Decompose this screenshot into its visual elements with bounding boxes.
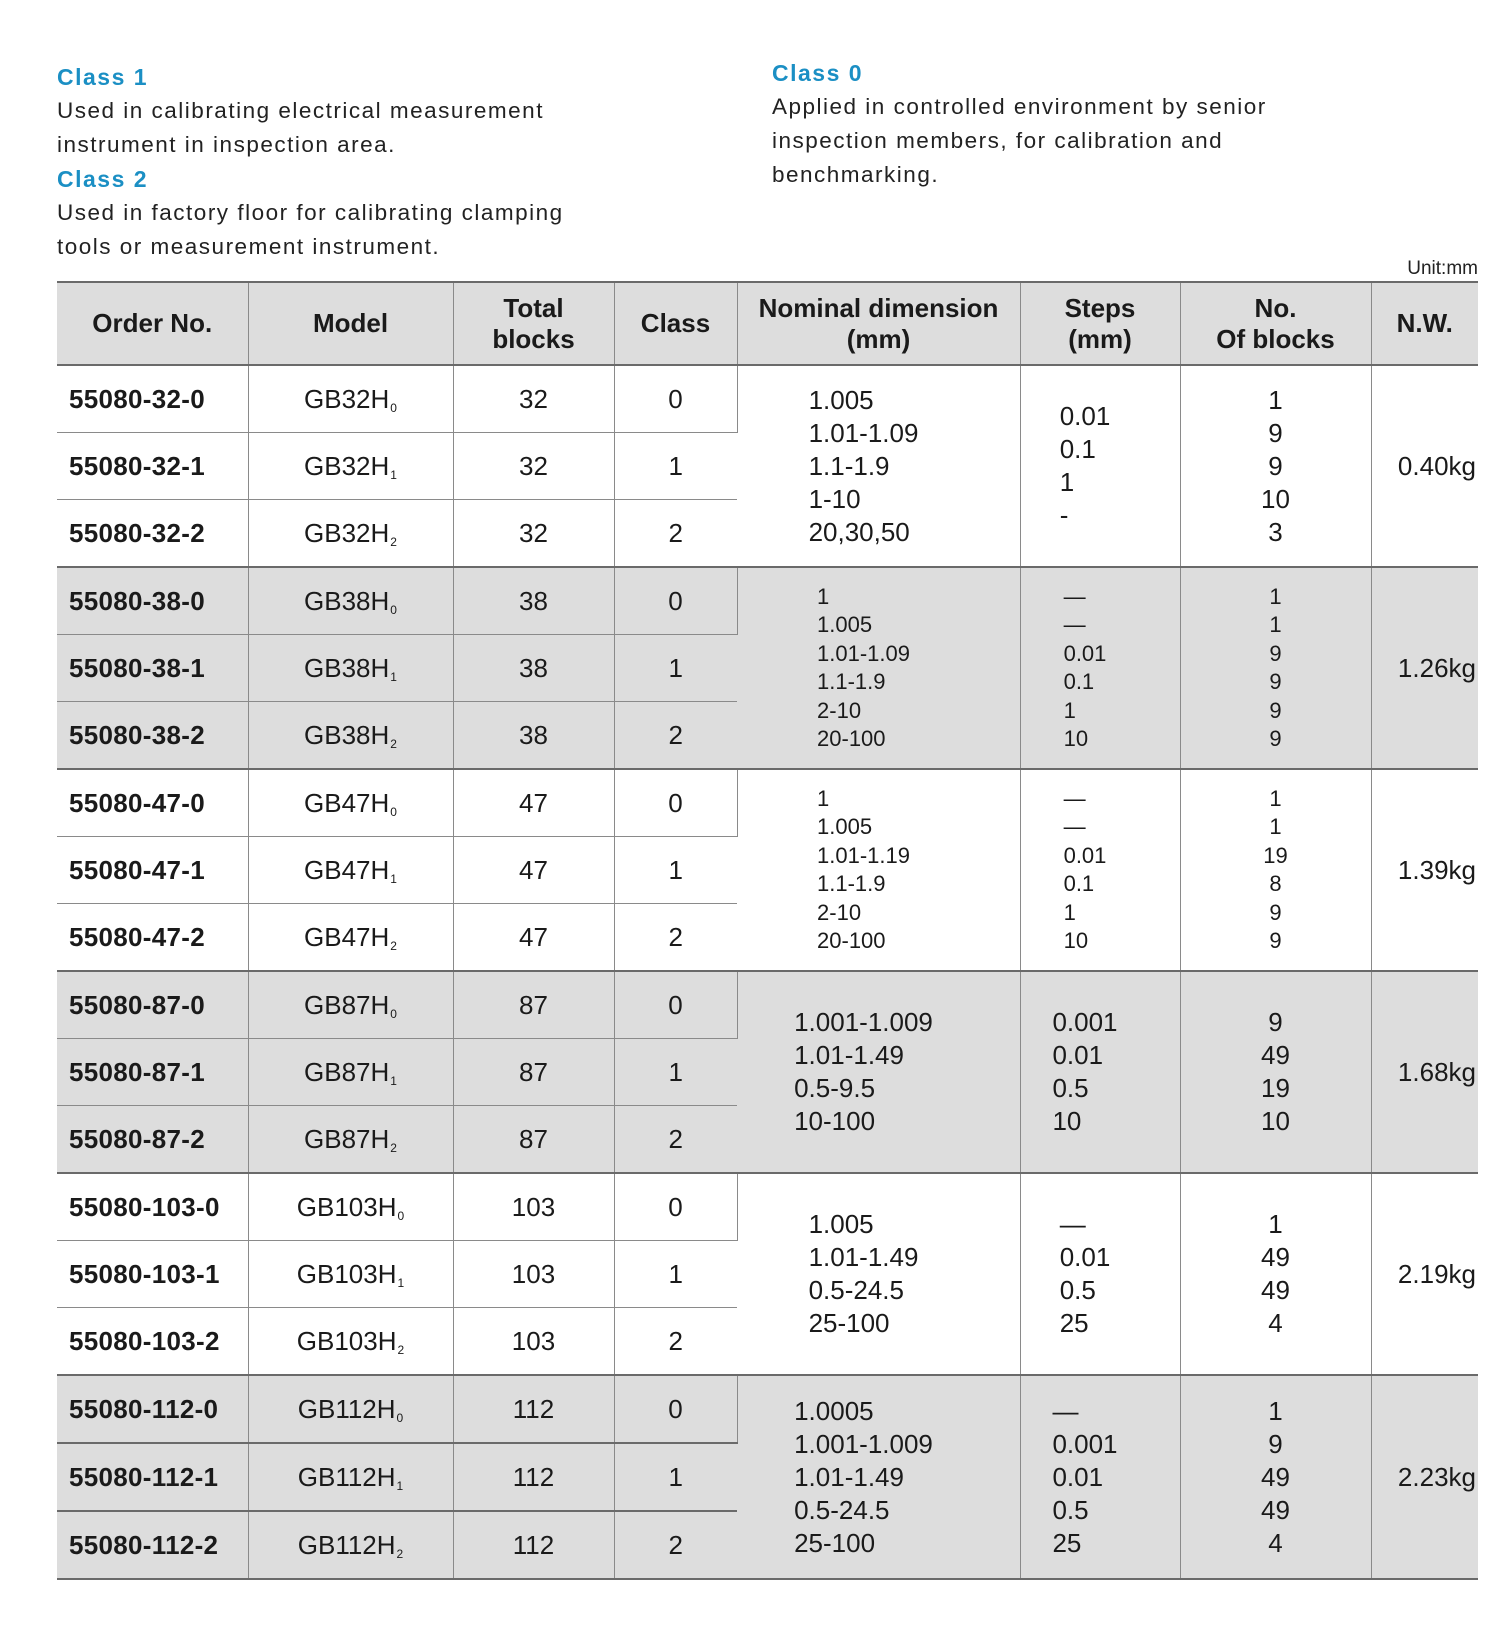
- no-of-blocks-cell-item: 1: [1269, 612, 1282, 637]
- order-no-cell: 55080-112-0: [57, 1375, 248, 1443]
- no-of-blocks-cell-item: 19: [1261, 1073, 1290, 1103]
- total-blocks-cell: 32: [453, 365, 614, 433]
- no-of-blocks-cell: [1180, 1375, 1371, 1579]
- table-header-row: [57, 282, 1478, 365]
- nominal-dimension-cell-item: 1.01-1.49: [794, 1461, 904, 1492]
- order-no-cell: 55080-87-0: [57, 971, 248, 1039]
- model-cell: [248, 1241, 453, 1308]
- net-weight-cell: 1.26kg: [1371, 567, 1478, 769]
- nominal-dimension-cell-item: 0.5-24.5: [794, 1494, 890, 1525]
- nominal-dimension-cell-list: [817, 785, 910, 956]
- steps-cell-item: —: [1063, 583, 1086, 609]
- table-row: [57, 971, 1478, 1039]
- class-1-desc-line-2: instrument in inspection area.: [57, 132, 396, 157]
- nominal-dimension-cell: [737, 567, 1020, 769]
- gauge-block-table: [57, 281, 1478, 1580]
- steps-cell-item: —: [1063, 814, 1086, 839]
- nominal-dimension-cell: [737, 1375, 1020, 1579]
- steps-cell-item: 1: [1063, 697, 1076, 723]
- steps-cell-item: 0.01: [1052, 1040, 1104, 1070]
- total-blocks-cell: 112: [453, 1511, 614, 1579]
- model-name: GB103H: [296, 1258, 397, 1289]
- model-subscript: 1: [390, 1073, 397, 1088]
- class-cell: 1: [614, 635, 737, 702]
- nominal-dimension-cell-item: 25-100: [794, 1527, 876, 1558]
- no-of-blocks-cell-item: 1: [1268, 384, 1283, 415]
- total-blocks-cell: 47: [453, 769, 614, 837]
- no-of-blocks-cell-item: 49: [1261, 1461, 1290, 1492]
- order-no-cell: 55080-87-1: [57, 1039, 248, 1106]
- steps-cell-item: 0.5: [1059, 1275, 1096, 1305]
- model-cell: [248, 500, 453, 568]
- model-subscript: 2: [397, 1342, 405, 1357]
- steps-cell-item: 0.01: [1059, 401, 1111, 431]
- class-cell: 2: [614, 1511, 737, 1579]
- no-of-blocks-cell-item: 9: [1269, 726, 1282, 751]
- no-of-blocks-cell-item: 49: [1261, 1242, 1290, 1272]
- class-0-title: Class 0: [772, 60, 864, 86]
- model-cell: [248, 769, 453, 837]
- steps-cell: [1020, 769, 1180, 971]
- no-of-blocks-cell-list: [1261, 1395, 1290, 1560]
- no-of-blocks-cell-item: 19: [1263, 842, 1288, 868]
- model-cell: [248, 837, 453, 904]
- order-no-cell: 55080-103-2: [57, 1308, 248, 1376]
- total-blocks-cell: 112: [453, 1375, 614, 1443]
- order-no-cell: 55080-103-0: [57, 1173, 248, 1241]
- class-cell: 2: [614, 702, 737, 770]
- model-subscript: 0: [396, 1410, 404, 1425]
- model-name: GB87H: [304, 1056, 390, 1087]
- class-cell: 1: [614, 837, 737, 904]
- total-blocks-cell: 103: [453, 1173, 614, 1241]
- class-1-info: [57, 60, 544, 162]
- steps-cell-item: —: [1063, 612, 1086, 637]
- table-group: [57, 971, 1478, 1173]
- class-2-info: [57, 162, 564, 264]
- no-of-blocks-cell-item: 4: [1268, 1308, 1283, 1338]
- model-cell: [248, 1173, 453, 1241]
- model-subscript: 2: [390, 1140, 397, 1155]
- total-blocks-cell: 87: [453, 971, 614, 1039]
- table-group: [57, 1173, 1478, 1375]
- order-no-cell: 55080-32-1: [57, 433, 248, 500]
- model-cell: [248, 904, 453, 972]
- no-of-blocks-cell-list: [1269, 583, 1281, 754]
- nominal-dimension-cell-item: 1.01-1.09: [808, 417, 919, 448]
- no-of-blocks-cell-item: 8: [1269, 871, 1282, 896]
- no-of-blocks-cell-item: 9: [1269, 640, 1282, 666]
- steps-cell-item: 0.5: [1052, 1494, 1089, 1525]
- nominal-dimension-cell-item: 1.005: [808, 384, 874, 415]
- no-of-blocks-cell: [1180, 567, 1371, 769]
- no-of-blocks-cell-item: 10: [1261, 483, 1290, 514]
- total-blocks-cell: 87: [453, 1106, 614, 1174]
- nominal-dimension-cell-item: 1.005: [808, 1209, 874, 1239]
- steps-cell-item: 25: [1059, 1308, 1089, 1338]
- model-name: GB38H: [304, 652, 390, 683]
- steps-cell-item: 10: [1052, 1106, 1082, 1136]
- model-subscript: 2: [390, 534, 397, 549]
- model-cell: [248, 1443, 453, 1511]
- steps-cell-item: 25: [1052, 1527, 1082, 1558]
- no-of-blocks-cell-item: 1: [1269, 785, 1282, 811]
- nominal-dimension-cell-item: 1.01-1.19: [817, 842, 910, 868]
- nominal-dimension-cell-item: 2-10: [817, 899, 862, 925]
- nominal-dimension-cell-item: 20,30,50: [808, 516, 910, 547]
- class-cell: 2: [614, 500, 737, 568]
- no-of-blocks-cell: [1180, 971, 1371, 1173]
- model-name: GB87H: [304, 1123, 390, 1154]
- model-name: GB112H: [297, 1529, 396, 1560]
- net-weight-cell: 2.19kg: [1371, 1173, 1478, 1375]
- total-blocks-cell: 87: [453, 1039, 614, 1106]
- order-no-cell: 55080-47-0: [57, 769, 248, 837]
- class-cell: 2: [614, 904, 737, 972]
- no-of-blocks-cell-item: 1: [1269, 814, 1282, 839]
- steps-cell-list: [1060, 1208, 1111, 1340]
- model-subscript: 2: [390, 938, 397, 953]
- header-nominal-dimension: Nominal dimension (mm): [737, 282, 1020, 365]
- nominal-dimension-cell: [737, 971, 1020, 1173]
- steps-cell-item: 0.01: [1063, 842, 1107, 868]
- class-0-desc-line-2: inspection members, for calibration and: [772, 128, 1224, 153]
- model-name: GB87H: [304, 989, 390, 1020]
- steps-cell-item: 0.5: [1052, 1073, 1089, 1103]
- model-subscript: 1: [397, 1275, 405, 1290]
- nominal-dimension-cell-list: [817, 583, 910, 754]
- steps-cell: [1020, 1375, 1180, 1579]
- no-of-blocks-cell-item: 10: [1261, 1106, 1290, 1136]
- header-steps: Steps (mm): [1020, 282, 1180, 365]
- order-no-cell: 55080-112-2: [57, 1511, 248, 1579]
- nominal-dimension-cell-item: 20-100: [817, 726, 886, 751]
- nominal-dimension-cell-item: 25-100: [808, 1308, 890, 1338]
- steps-cell: [1020, 365, 1180, 567]
- total-blocks-cell: 38: [453, 567, 614, 635]
- model-subscript: 0: [390, 602, 397, 617]
- steps-cell-list: [1064, 785, 1107, 956]
- table-row: [57, 1173, 1478, 1241]
- model-subscript: 1: [390, 871, 397, 886]
- model-subscript: 1: [390, 669, 397, 684]
- model-subscript: 0: [390, 400, 397, 415]
- net-weight-cell: 1.68kg: [1371, 971, 1478, 1173]
- order-no-cell: 55080-38-0: [57, 567, 248, 635]
- nominal-dimension-cell-list: [809, 384, 919, 549]
- steps-cell-item: 0.001: [1052, 1007, 1118, 1037]
- model-name: GB32H: [304, 517, 390, 548]
- table-row: [57, 1375, 1478, 1443]
- total-blocks-cell: 103: [453, 1308, 614, 1376]
- class-cell: 1: [614, 1241, 737, 1308]
- header-no-of-blocks: No. Of blocks: [1180, 282, 1371, 365]
- model-cell: [248, 1375, 453, 1443]
- net-weight-cell: 1.39kg: [1371, 769, 1478, 971]
- nominal-dimension-cell-item: 1.005: [817, 612, 873, 637]
- no-of-blocks-cell-item: 49: [1261, 1040, 1290, 1070]
- model-cell: [248, 635, 453, 702]
- model-name: GB47H: [304, 854, 390, 885]
- no-of-blocks-cell-item: 4: [1268, 1527, 1283, 1558]
- model-name: GB32H: [304, 450, 390, 481]
- no-of-blocks-cell-item: 9: [1269, 899, 1282, 925]
- nominal-dimension-cell-item: 10-100: [794, 1106, 876, 1136]
- no-of-blocks-cell-item: 9: [1269, 928, 1282, 953]
- model-cell: [248, 1308, 453, 1376]
- class-cell: 1: [614, 1039, 737, 1106]
- nominal-dimension-cell: [737, 769, 1020, 971]
- model-name: GB112H: [297, 1393, 396, 1424]
- no-of-blocks-cell-item: 9: [1268, 1428, 1283, 1459]
- steps-cell-item: 1: [1063, 899, 1076, 925]
- class-cell: 1: [614, 433, 737, 500]
- steps-cell-item: —: [1052, 1395, 1079, 1426]
- steps-cell-list: [1052, 1395, 1117, 1560]
- no-of-blocks-cell-item: 49: [1261, 1494, 1290, 1525]
- order-no-cell: 55080-103-1: [57, 1241, 248, 1308]
- nominal-dimension-cell-list: [794, 1395, 933, 1560]
- nominal-dimension-cell-item: 1.001-1.009: [794, 1007, 933, 1037]
- no-of-blocks-cell-item: 3: [1268, 516, 1283, 547]
- table-row: [57, 769, 1478, 837]
- nominal-dimension-cell-item: 1: [817, 785, 830, 811]
- order-no-cell: 55080-87-2: [57, 1106, 248, 1174]
- no-of-blocks-cell-item: 9: [1269, 697, 1282, 723]
- steps-cell-item: 0.01: [1052, 1461, 1104, 1492]
- class-0-info: [772, 56, 1267, 192]
- table-group: [57, 567, 1478, 769]
- nominal-dimension-cell-item: 0.5-24.5: [808, 1275, 904, 1305]
- header-nw: N.W.: [1371, 282, 1478, 365]
- model-cell: [248, 702, 453, 770]
- no-of-blocks-cell: [1180, 1173, 1371, 1375]
- steps-cell-item: —: [1063, 785, 1086, 811]
- no-of-blocks-cell-list: [1261, 384, 1290, 549]
- class-1-title: Class 1: [57, 64, 149, 90]
- net-weight-cell: 0.40kg: [1371, 365, 1478, 567]
- class-2-desc-line-1: Used in factory floor for calibrating clamping: [57, 200, 564, 225]
- no-of-blocks-cell-list: [1261, 1006, 1290, 1138]
- model-name: GB103H: [296, 1191, 397, 1222]
- total-blocks-cell: 38: [453, 702, 614, 770]
- model-subscript: 0: [390, 804, 397, 819]
- steps-cell-item: 0.1: [1063, 871, 1095, 896]
- nominal-dimension-cell: [737, 1173, 1020, 1375]
- nominal-dimension-cell-item: 1-10: [808, 483, 861, 514]
- model-subscript: 2: [390, 736, 397, 751]
- class-cell: 0: [614, 1173, 737, 1241]
- class-2-desc-line-2: tools or measurement instrument.: [57, 234, 441, 259]
- steps-cell-list: [1060, 400, 1111, 532]
- no-of-blocks-cell-item: 1: [1268, 1395, 1283, 1426]
- steps-cell: [1020, 1173, 1180, 1375]
- model-name: GB38H: [304, 585, 390, 616]
- order-no-cell: 55080-32-0: [57, 365, 248, 433]
- nominal-dimension-cell-item: 1.001-1.009: [794, 1428, 933, 1459]
- nominal-dimension-cell-item: 1.01-1.49: [808, 1242, 919, 1272]
- class-0-desc-line-3: benchmarking.: [772, 162, 940, 187]
- nominal-dimension-cell-item: 1: [817, 583, 830, 609]
- model-name: GB112H: [297, 1461, 396, 1492]
- class-cell: 0: [614, 769, 737, 837]
- order-no-cell: 55080-47-1: [57, 837, 248, 904]
- steps-cell-item: 10: [1063, 726, 1089, 751]
- nominal-dimension-cell-list: [809, 1208, 919, 1340]
- total-blocks-cell: 47: [453, 837, 614, 904]
- class-cell: 0: [614, 1375, 737, 1443]
- nominal-dimension-cell-item: 1.1-1.9: [808, 450, 890, 481]
- no-of-blocks-cell-item: 49: [1261, 1275, 1290, 1305]
- model-subscript: 1: [396, 1478, 404, 1493]
- class-cell: 0: [614, 971, 737, 1039]
- net-weight-cell: 2.23kg: [1371, 1375, 1478, 1579]
- header-total-blocks: Total blocks: [453, 282, 614, 365]
- no-of-blocks-cell-item: 9: [1268, 417, 1283, 448]
- no-of-blocks-cell-item: 9: [1268, 1007, 1283, 1037]
- class-cell: 2: [614, 1106, 737, 1174]
- table-group: [57, 769, 1478, 971]
- order-no-cell: 55080-38-2: [57, 702, 248, 770]
- model-subscript: 0: [390, 1006, 397, 1021]
- order-no-cell: 55080-38-1: [57, 635, 248, 702]
- model-name: GB38H: [304, 719, 390, 750]
- header-class: Class: [614, 282, 737, 365]
- order-no-cell: 55080-112-1: [57, 1443, 248, 1511]
- table-group: [57, 1375, 1478, 1579]
- steps-cell-item: 0.1: [1063, 669, 1095, 694]
- no-of-blocks-cell: [1180, 365, 1371, 567]
- order-no-cell: 55080-47-2: [57, 904, 248, 972]
- unit-label: Unit:mm: [1407, 258, 1478, 279]
- steps-cell-item: —: [1059, 1209, 1086, 1239]
- model-cell: [248, 971, 453, 1039]
- table-group: [57, 365, 1478, 567]
- nominal-dimension-cell-item: 1.1-1.9: [817, 871, 886, 896]
- model-cell: [248, 567, 453, 635]
- total-blocks-cell: 103: [453, 1241, 614, 1308]
- model-name: GB47H: [304, 787, 390, 818]
- class-cell: 1: [614, 1443, 737, 1511]
- table-row: [57, 567, 1478, 635]
- header-order-no: Order No.: [57, 282, 248, 365]
- steps-cell-item: 0.01: [1059, 1242, 1111, 1272]
- header-model: Model: [248, 282, 453, 365]
- nominal-dimension-cell-list: [794, 1006, 933, 1138]
- no-of-blocks-cell-item: 1: [1269, 583, 1282, 609]
- total-blocks-cell: 32: [453, 500, 614, 568]
- no-of-blocks-cell-item: 9: [1268, 450, 1283, 481]
- steps-cell-item: 10: [1063, 928, 1089, 953]
- no-of-blocks-cell-item: 1: [1268, 1209, 1283, 1239]
- no-of-blocks-cell-list: [1261, 1208, 1290, 1340]
- model-subscript: 0: [397, 1208, 405, 1223]
- nominal-dimension-cell-item: 1.1-1.9: [817, 669, 886, 694]
- no-of-blocks-cell-item: 9: [1269, 669, 1282, 694]
- no-of-blocks-cell-list: [1263, 785, 1287, 956]
- model-cell: [248, 1511, 453, 1579]
- total-blocks-cell: 38: [453, 635, 614, 702]
- total-blocks-cell: 112: [453, 1443, 614, 1511]
- steps-cell-item: 0.1: [1059, 434, 1096, 464]
- nominal-dimension-cell-item: 1.0005: [794, 1395, 874, 1426]
- class-0-desc-line-1: Applied in controlled environment by senior: [772, 94, 1267, 119]
- steps-cell: [1020, 971, 1180, 1173]
- model-name: GB32H: [304, 383, 390, 414]
- nominal-dimension-cell-item: 20-100: [817, 928, 886, 953]
- total-blocks-cell: 47: [453, 904, 614, 972]
- model-subscript: 1: [390, 467, 397, 482]
- nominal-dimension-cell-item: 2-10: [817, 697, 862, 723]
- model-cell: [248, 1039, 453, 1106]
- nominal-dimension-cell-item: 1.01-1.49: [794, 1040, 904, 1070]
- class-1-desc-line-1: Used in calibrating electrical measurement: [57, 98, 544, 123]
- steps-cell-list: [1064, 583, 1107, 754]
- steps-cell-item: 1: [1059, 467, 1075, 497]
- class-cell: 0: [614, 567, 737, 635]
- steps-cell: [1020, 567, 1180, 769]
- steps-cell-item: 0.001: [1052, 1428, 1118, 1459]
- model-name: GB47H: [304, 921, 390, 952]
- class-cell: 2: [614, 1308, 737, 1376]
- nominal-dimension-cell-item: 1.005: [817, 814, 873, 839]
- steps-cell-item: 0.01: [1063, 640, 1107, 666]
- nominal-dimension-cell-item: 1.01-1.09: [817, 640, 910, 666]
- model-cell: [248, 433, 453, 500]
- model-cell: [248, 1106, 453, 1174]
- table-row: [57, 365, 1478, 433]
- model-subscript: 2: [396, 1546, 404, 1561]
- order-no-cell: 55080-32-2: [57, 500, 248, 568]
- steps-cell-item: -: [1059, 500, 1069, 530]
- nominal-dimension-cell-item: 0.5-9.5: [794, 1073, 876, 1103]
- class-cell: 0: [614, 365, 737, 433]
- total-blocks-cell: 32: [453, 433, 614, 500]
- nominal-dimension-cell: [737, 365, 1020, 567]
- steps-cell-list: [1052, 1006, 1117, 1138]
- model-name: GB103H: [296, 1325, 397, 1356]
- model-cell: [248, 365, 453, 433]
- class-2-title: Class 2: [57, 166, 149, 192]
- no-of-blocks-cell: [1180, 769, 1371, 971]
